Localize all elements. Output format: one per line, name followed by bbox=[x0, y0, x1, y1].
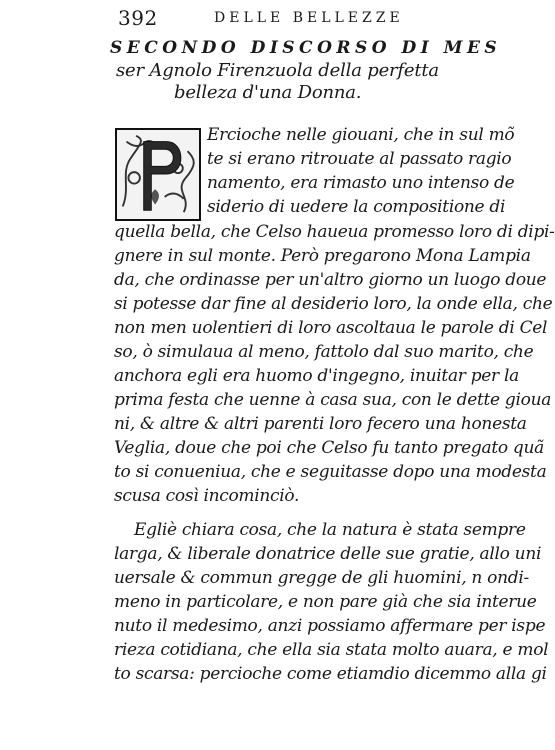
text-line: nuto il medesimo, anzi possiamo affermare per ispe bbox=[114, 616, 546, 636]
text-line: Veglia, doue che poi che Celso fu tanto pregato quã bbox=[114, 438, 544, 458]
text-line: ni, & altre & altri parenti loro fecero una honesta bbox=[114, 414, 527, 434]
text-line: Ercioche nelle giouani, che in sul mõ bbox=[207, 125, 515, 145]
text-line: rieza cotidiana, che ella sia stata molto auara, e mol bbox=[114, 640, 549, 660]
text-line: non men uolentieri di loro ascoltaua le parole di Cel bbox=[114, 318, 548, 338]
text-line: te si erano ritrouate al passato ragio bbox=[207, 149, 512, 169]
chapter-title-line-1: SECONDO DISCORSO DI MES bbox=[110, 38, 502, 58]
text-line: scusa così incominciò. bbox=[114, 486, 300, 506]
text-line: si potesse dar fine al desiderio loro, la onde ella, che bbox=[114, 294, 553, 314]
text-line: namento, era rimasto uno intenso de bbox=[207, 173, 515, 193]
text-line: uersale & commun gregge de gli huomini, n ondi- bbox=[114, 568, 529, 588]
chapter-title-line-3: belleza d'una Donna. bbox=[174, 82, 362, 103]
text-line: so, ò simulaua al meno, fattolo dal suo marito, che bbox=[114, 342, 534, 362]
page-header bbox=[118, 6, 418, 30]
decorated-initial-letter bbox=[115, 128, 201, 221]
text-line: gnere in sul monte. Però pregarono Mona Lampia bbox=[114, 246, 531, 266]
text-line: larga, & liberale donatrice delle sue gratie, allo uni bbox=[114, 544, 542, 564]
page-number: 392 bbox=[118, 6, 158, 30]
text-line: quella bella, che Celso haueua promesso loro di dipi- bbox=[114, 222, 555, 242]
text-line: anchora egli era huomo d'ingegno, inuitar per la bbox=[114, 366, 519, 386]
text-line: siderio di uedere la compositione di bbox=[207, 197, 506, 217]
floral-initial-p-icon bbox=[117, 130, 199, 219]
text-line: prima festa che uenne à casa sua, con le dette gioua bbox=[114, 390, 552, 410]
text-line: da, che ordinasse per un'altro giorno un luogo doue bbox=[114, 270, 547, 290]
text-line: to si conueniua, che e seguitasse dopo una modesta bbox=[114, 462, 547, 482]
running-head: DELLE BELLEZZE bbox=[214, 10, 404, 26]
text-line: meno in particolare, e non pare già che sia interue bbox=[114, 592, 537, 612]
chapter-title-line-2: ser Agnolo Firenzuola della perfetta bbox=[116, 60, 439, 81]
text-line: Egliè chiara cosa, che la natura è stata sempre bbox=[134, 520, 526, 540]
text-line: to scarsa: percioche come etiamdio dicemmo alla gi bbox=[114, 664, 547, 684]
